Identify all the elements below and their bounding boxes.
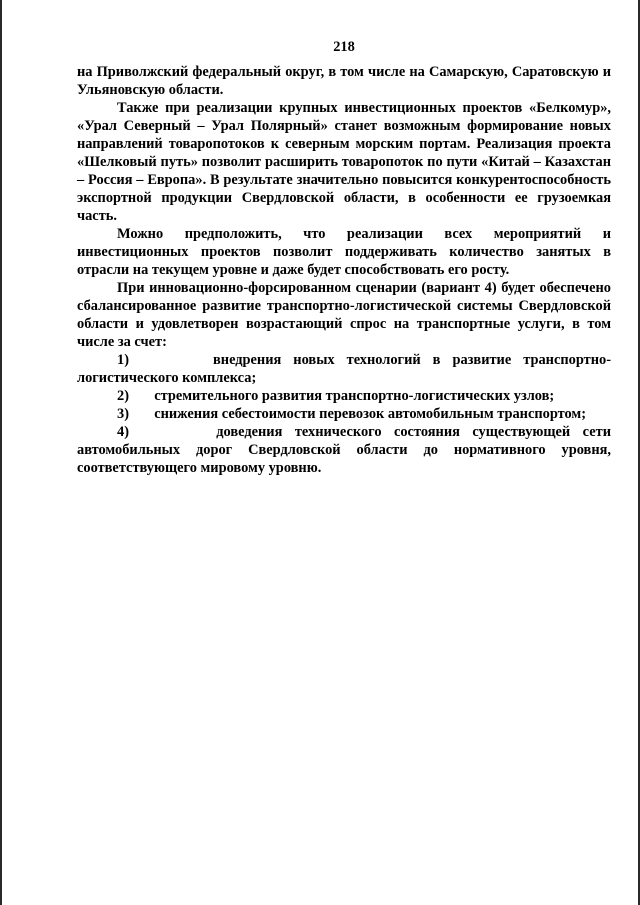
list-item-2 [77,387,611,405]
list-item-text: доведения технического состояния существующей сети автомобильных дорог Свердловской области до нормативного уровня, соответствующего мировому уровню. [77,424,611,476]
paragraph-1: на Приволжский федеральный округ, в том числе на Самарскую, Саратовскую и Ульяновскую области. [77,64,611,98]
list-item-number: 2) [117,388,129,404]
page-number: 218 [333,39,355,55]
list-item-number: 1) [117,352,129,368]
list-item-number: 4) [117,424,129,440]
list-item-1 [77,351,611,387]
list-item-number: 3) [117,406,129,422]
list-item-text: стремительного развития транспортно-логистических узлов; [154,388,555,404]
list-item-3 [77,405,611,423]
paragraph-2: Также при реализации крупных инвестиционных проектов «Белкомур», «Урал Северный – Урал Полярный» станет возможным формирование новых направлений товаропотоков к северным морским портам. Реализация проекта «Шелковый путь» позволит расширить товаропоток по пути «Китай – Казахстан – Россия – Европа». В результате значительно повысится конкурентоспособность экспортной продукции Свердловской области, в особенности ее грузоемкая часть. [77,100,611,224]
list-item-text: снижения себестоимости перевозок автомобильным транспортом; [154,406,587,422]
list-item-text: внедрения новых технологий в развитие транспортно-логистического комплекса; [77,352,612,386]
paragraph-4: При инновационно-форсированном сценарии (вариант 4) будет обеспечено сбалансированное развитие транспортно-логистической системы Свердловской области и удовлетворен возрастающий спрос на транспортные услуги, в том числе за счет: [77,280,611,350]
list-item-4 [77,423,611,477]
document-page [77,38,611,477]
page-border-left [0,0,2,905]
paragraph-3: Можно предположить, что реализации всех мероприятий и инвестиционных проектов позволит поддерживать количество занятых в отрасли на текущем уровне и даже будет способствовать его росту. [77,226,611,278]
